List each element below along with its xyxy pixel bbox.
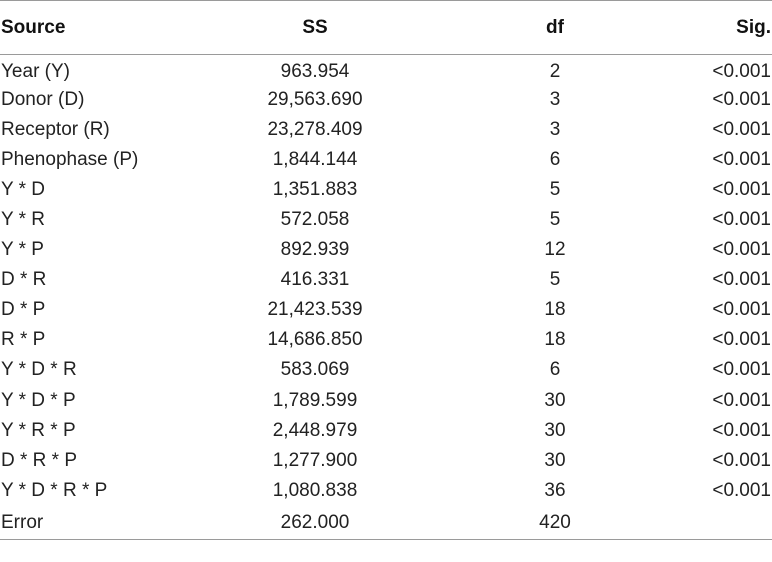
cell-source: D * R bbox=[1, 269, 47, 291]
cell-sig: <0.001 bbox=[712, 178, 771, 200]
header-row bbox=[0, 1, 772, 55]
cell-df: 36 bbox=[544, 479, 566, 501]
cell-ss: 572.058 bbox=[280, 209, 350, 231]
cell-sig: <0.001 bbox=[712, 479, 771, 501]
table-row bbox=[0, 235, 772, 265]
cell-ss: 892.939 bbox=[280, 239, 350, 261]
cell-df: 2 bbox=[549, 60, 561, 82]
table-row bbox=[0, 175, 772, 205]
cell-source: Receptor (R) bbox=[1, 118, 110, 140]
cell-df: 12 bbox=[544, 239, 566, 261]
cell-df: 3 bbox=[549, 118, 561, 140]
cell-ss: 1,277.900 bbox=[272, 449, 358, 471]
cell-df: 5 bbox=[549, 209, 561, 231]
header-df: df bbox=[425, 1, 685, 55]
cell-source: Y * P bbox=[1, 239, 44, 261]
cell-ss: 416.331 bbox=[280, 269, 350, 291]
cell-sig: <0.001 bbox=[712, 299, 771, 321]
cell-df: 18 bbox=[544, 329, 566, 351]
cell-sig: <0.001 bbox=[712, 209, 771, 231]
table-row bbox=[0, 446, 772, 476]
table-header bbox=[0, 1, 772, 55]
header-source: Source bbox=[0, 1, 205, 55]
cell-df: 5 bbox=[549, 269, 561, 291]
cell-sig: <0.001 bbox=[712, 329, 771, 351]
header-sig: Sig. bbox=[685, 1, 772, 55]
cell-source: Error bbox=[0, 506, 205, 540]
cell-sig: <0.001 bbox=[712, 148, 771, 170]
cell-ss: 1,080.838 bbox=[272, 479, 358, 501]
cell-ss: 21,423.539 bbox=[267, 299, 363, 321]
cell-source: Y * R * P bbox=[1, 419, 76, 441]
cell-sig: <0.001 bbox=[712, 269, 771, 291]
cell-source: Donor (D) bbox=[1, 88, 85, 110]
cell-df: 30 bbox=[544, 419, 566, 441]
cell-df: 5 bbox=[549, 178, 561, 200]
table-row bbox=[0, 85, 772, 115]
cell-sig: <0.001 bbox=[712, 389, 771, 411]
cell-df: 30 bbox=[544, 389, 566, 411]
cell-ss: 262.000 bbox=[205, 506, 425, 540]
cell-source: D * P bbox=[1, 299, 46, 321]
cell-df: 18 bbox=[544, 299, 566, 321]
header-ss: SS bbox=[205, 1, 425, 55]
table-row bbox=[0, 115, 772, 145]
cell-sig: <0.001 bbox=[712, 60, 771, 82]
cell-ss: 1,351.883 bbox=[272, 178, 358, 200]
cell-source: Y * R bbox=[1, 209, 46, 231]
cell-source: Y * D * P bbox=[1, 389, 76, 411]
cell-ss: 29,563.690 bbox=[267, 88, 363, 110]
cell-source: D * R * P bbox=[1, 449, 78, 471]
table-row bbox=[0, 416, 772, 446]
table-row bbox=[0, 325, 772, 355]
table-row bbox=[0, 295, 772, 325]
cell-ss: 583.069 bbox=[280, 359, 350, 381]
cell-source: Y * D * R * P bbox=[1, 479, 108, 501]
cell-ss: 1,789.599 bbox=[272, 389, 358, 411]
cell-ss: 2,448.979 bbox=[272, 419, 358, 441]
cell-df: 420 bbox=[425, 506, 685, 540]
table-row bbox=[0, 55, 772, 85]
cell-ss: 23,278.409 bbox=[267, 118, 363, 140]
cell-source: R * P bbox=[1, 329, 46, 351]
cell-df: 6 bbox=[549, 148, 561, 170]
cell-ss: 1,844.144 bbox=[272, 148, 358, 170]
table-row bbox=[0, 265, 772, 295]
table-row bbox=[0, 386, 772, 416]
table-row bbox=[0, 506, 772, 540]
cell-df: 3 bbox=[549, 88, 561, 110]
cell-sig: <0.001 bbox=[712, 88, 771, 110]
table-row bbox=[0, 205, 772, 235]
cell-ss: 963.954 bbox=[280, 60, 350, 82]
cell-source: Y * D * R bbox=[1, 359, 77, 381]
cell-source: Phenophase (P) bbox=[1, 148, 139, 170]
table-row bbox=[0, 476, 772, 506]
cell-source: Year (Y) bbox=[1, 60, 70, 82]
cell-ss: 14,686.850 bbox=[267, 329, 363, 351]
cell-df: 30 bbox=[544, 449, 566, 471]
cell-sig: <0.001 bbox=[712, 359, 771, 381]
cell-sig: <0.001 bbox=[712, 239, 771, 261]
cell-sig: <0.001 bbox=[712, 419, 771, 441]
table-row bbox=[0, 355, 772, 385]
cell-df: 6 bbox=[549, 359, 561, 381]
cell-source: Y * D bbox=[1, 178, 46, 200]
table-row bbox=[0, 145, 772, 175]
cell-sig: <0.001 bbox=[712, 118, 771, 140]
cell-sig: <0.001 bbox=[712, 449, 771, 471]
table-body bbox=[0, 55, 772, 540]
cell-sig bbox=[685, 506, 772, 540]
